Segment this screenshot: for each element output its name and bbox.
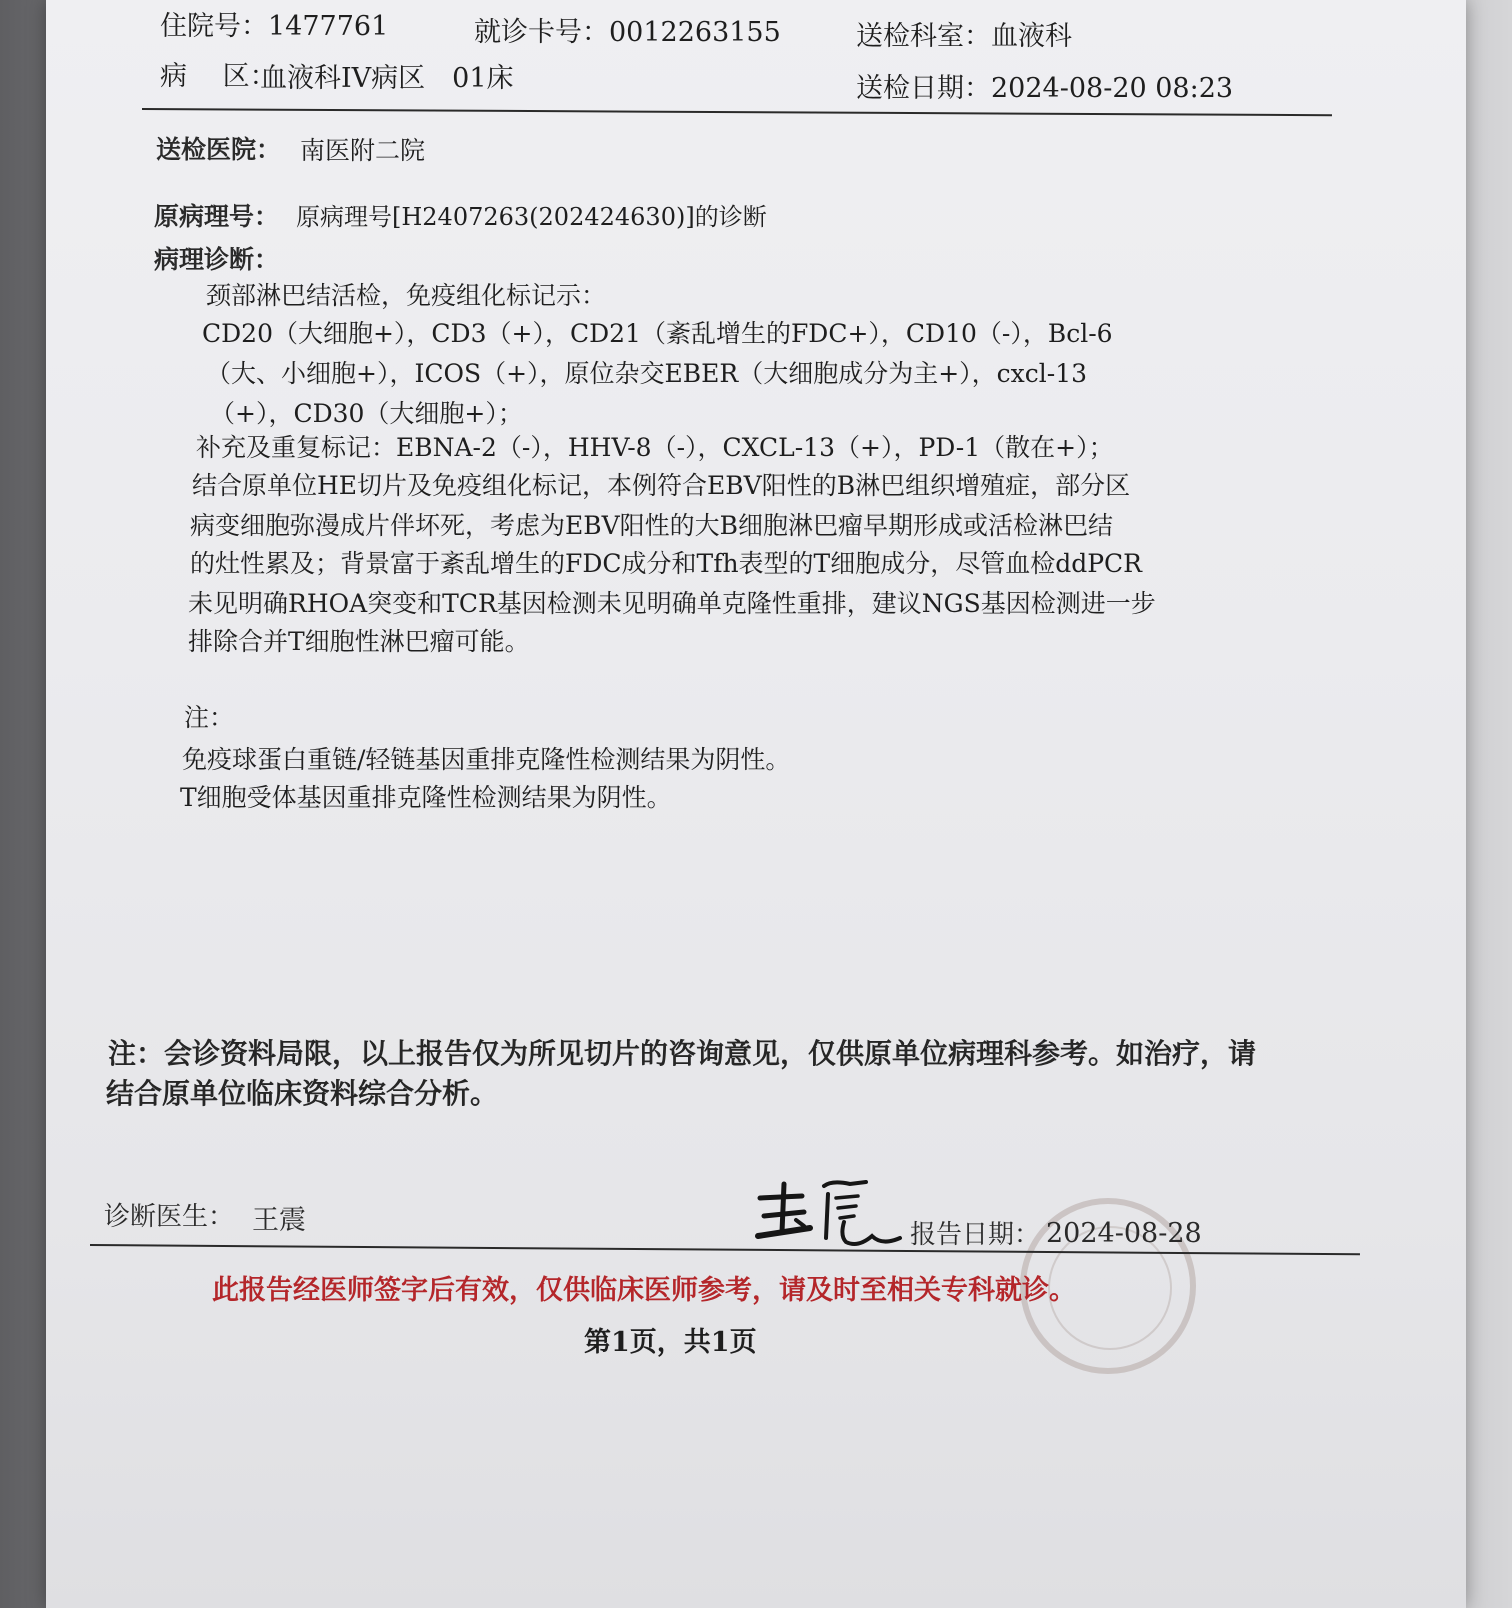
note-label: 注： — [184, 703, 235, 732]
disclaimer-line: 结合原单位临床资料综合分析。 — [106, 1077, 499, 1110]
diagnosis-line: CD20（大细胞+），CD3（+），CD21（紊乱增生的FDC+），CD10（-），Bcl-6 — [202, 319, 1113, 348]
doctor-name: 王震 — [252, 1205, 306, 1236]
card-number: 就诊卡号：0012263155 — [474, 17, 781, 48]
diagnosis-line: 颈部淋巴结活检，免疫组化标记示： — [206, 281, 607, 310]
diagnosis-line: 补充及重复标记：EBNA-2（-），HHV-8（-），CXCL-13（+），PD-1（散在+）； — [196, 433, 1114, 462]
doctor-label: 诊断医生： — [104, 1202, 235, 1232]
ward-label: 病 区： — [160, 61, 277, 92]
hospital-value: 南医附二院 — [300, 136, 426, 165]
disclaimer-line: 注：会诊资料局限，以上报告仅为所见切片的咨询意见，仅供原单位病理科参考。如治疗，请 — [108, 1037, 1257, 1070]
report-paper — [46, 0, 1466, 1608]
note-line: T细胞受体基因重排克隆性检测结果为阴性。 — [180, 783, 672, 812]
hospital-label: 送检医院： — [156, 135, 282, 164]
diagnosis-line: （大、小细胞+），ICOS（+），原位杂交EBER（大细胞成分为主+），cxcl-13 — [206, 359, 1088, 388]
inpatient-number: 住院号：1477761 — [160, 11, 389, 42]
diagnosis-line: 的灶性累及；背景富于紊乱增生的FDC成分和Tfh表型的T细胞成分，尽管血检ddPCR — [190, 549, 1143, 578]
diagnosis-line: 未见明确RHOA突变和TCR基因检测未见明确单克隆性重排，建议NGS基因检测进一步 — [188, 589, 1156, 618]
diagnosis-label: 病理诊断： — [154, 245, 280, 274]
diagnosis-line: 结合原单位HE切片及免疫组化标记，本例符合EBV阳性的B淋巴组织增殖症，部分区 — [192, 471, 1131, 500]
report-date: 2024-08-28 — [1046, 1218, 1202, 1249]
diagnosis-line: （+），CD30（大细胞+）； — [210, 399, 523, 428]
page-indicator: 第1页，共1页 — [584, 1327, 757, 1358]
validity-notice: 此报告经医师签字后有效，仅供临床医师参考，请及时至相关专科就诊。 — [212, 1275, 1076, 1306]
diagnosis-line: 病变细胞弥漫成片伴坏死，考虑为EBV阳性的大B细胞淋巴瘤早期形成或活检淋巴结 — [190, 511, 1114, 540]
original-pathology-label: 原病理号： — [154, 202, 280, 231]
report-date-label: 报告日期： — [910, 1220, 1041, 1250]
note-line: 免疫球蛋白重链/轻链基因重排克隆性检测结果为阴性。 — [182, 745, 791, 774]
ward-value: 血液科IV病区 01床 — [260, 63, 514, 94]
doctor-signature — [754, 1176, 904, 1256]
header-divider — [142, 108, 1332, 116]
submitting-dept: 送检科室：血液科 — [856, 21, 1072, 52]
diagnosis-line: 排除合并T细胞性淋巴瘤可能。 — [188, 627, 530, 656]
submission-date: 送检日期：2024-08-20 08:23 — [856, 73, 1234, 104]
original-pathology-value: 原病理号[H2407263(202424630)]的诊断 — [296, 203, 767, 231]
